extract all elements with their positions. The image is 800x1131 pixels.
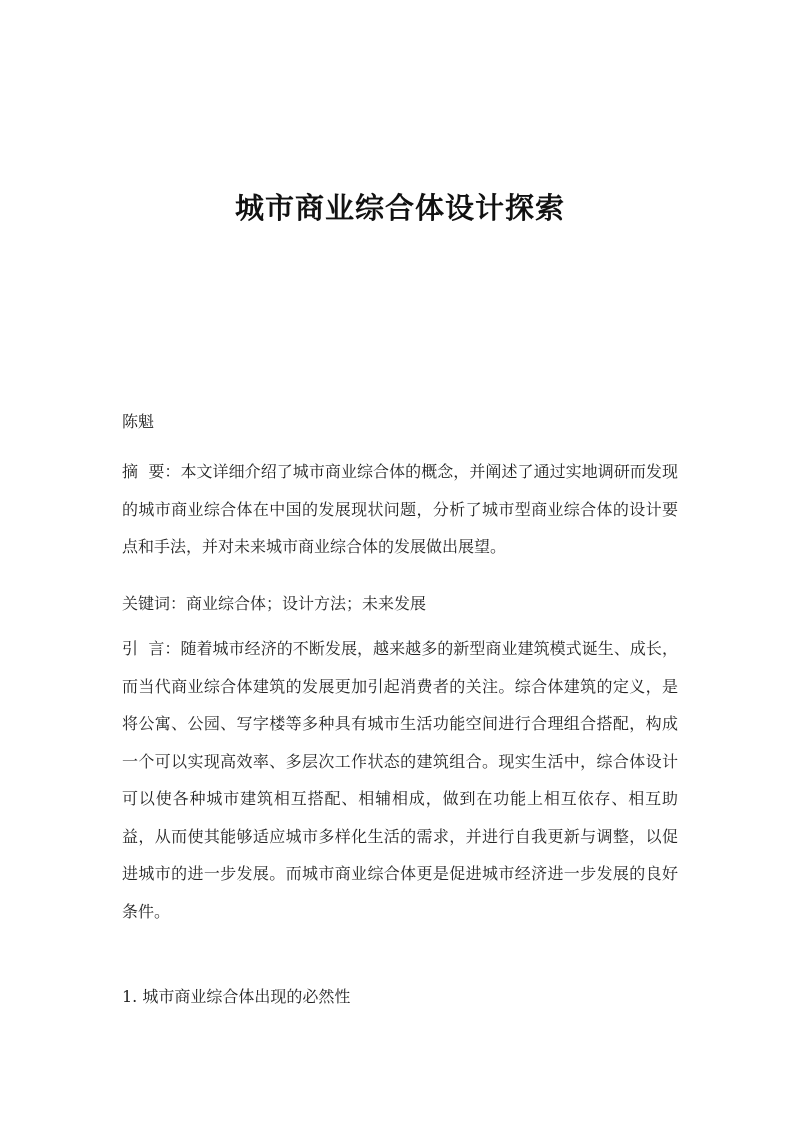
intro-paragraph: [122, 630, 678, 930]
keywords-label: 关键词：: [122, 594, 187, 613]
abstract-paragraph: [122, 453, 678, 566]
keywords-paragraph: [122, 585, 678, 623]
abstract-label: 摘 要：: [122, 462, 181, 481]
document-title: 城市商业综合体设计探索: [234, 191, 565, 225]
keywords-text: 商业综合体；设计方法；未来发展: [186, 594, 427, 613]
intro-text: 随着城市经济的不断发展，越来越多的新型商业建筑模式诞生、成长，而当代商业综合体建筑的发展更加引起消费者的关注。综合体建筑的定义，是将公寓、公园、写字楼等多种具有城市生活功能空间进行合理组合搭配，构成一个可以实现高效率、多层次工作状态的建筑组合。现实生活中，综合体设计可以使各种城市建筑相互搭配、相辅相成，做到在功能上相互依存、相互助益，从而使其能够适应城市多样化生活的需求，并进行自我更新与调整，以促进城市的进一步发展。而城市商业综合体更是促进城市经济进一步发展的良好条件。: [122, 639, 678, 921]
abstract-text: 本文详细介绍了城市商业综合体的概念，并阐述了通过实地调研而发现的城市商业综合体在中国的发展现状问题，分析了城市型商业综合体的设计要点和手法，并对未来城市商业综合体的发展做出展望。: [122, 462, 678, 556]
author-name: 陈魁: [122, 412, 155, 431]
intro-label: 引 言：: [122, 639, 181, 658]
section-heading: 1. 城市商业综合体出现的必然性: [122, 987, 351, 1006]
